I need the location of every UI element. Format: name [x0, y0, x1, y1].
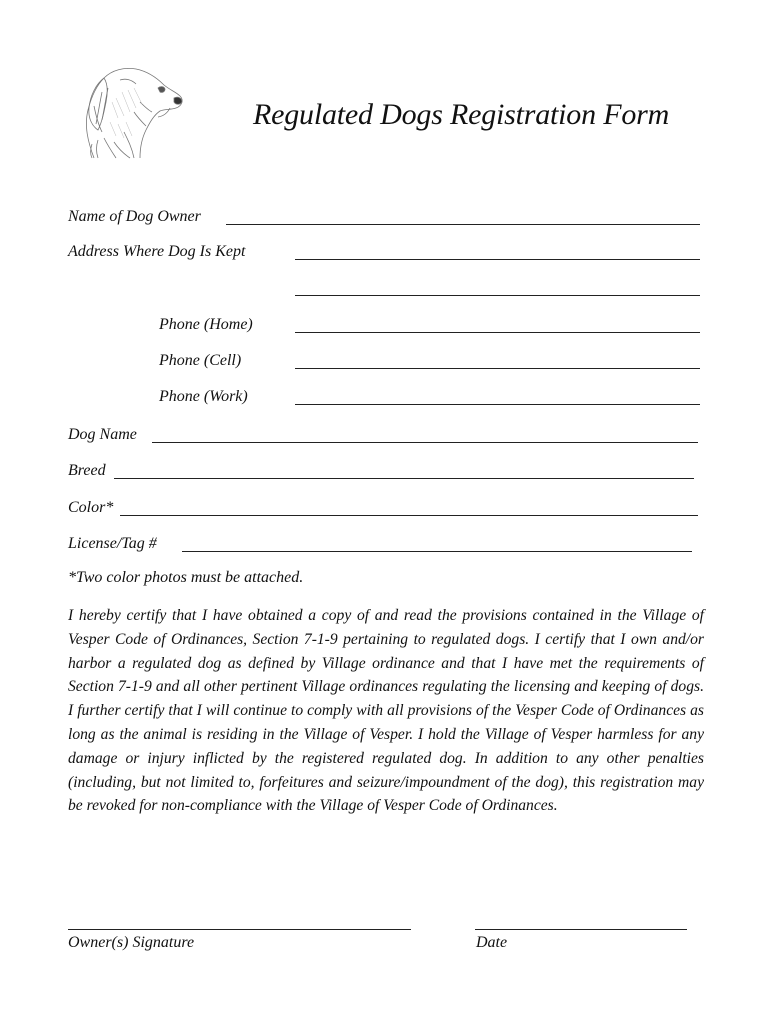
owner-name-label: Name of Dog Owner [68, 208, 201, 225]
breed-line[interactable] [114, 478, 694, 479]
form-title: Regulated Dogs Registration Form [253, 98, 670, 131]
phone-work-line[interactable] [295, 404, 700, 405]
date-line[interactable] [475, 929, 687, 930]
certification-paragraph: I hereby certify that I have obtained a copy of and read the provisions contained in the Village of Vesper Code of Ordinances, Section 7-1-9 pertaining to regulated dogs. I certify that I own and/or harbor a regulated dog as defined by Village ordinance and that I have met the requirements of Section 7-1-9 and all other pertinent Village ordinances regulating the licensing and keeping of dogs. I further certify that I will continue to comply with all provisions of the Vesper Code of Ordinances as long as the animal is residing in the Village of Vesper. I hold the Village of Vesper harmless for any damage or injury inflicted by the registered regulated dog. In addition to any other penalties (including, but not limited to, forfeitures and seizure/impoundment of the dog), this registration may be revoked for non-compliance with the Village of Vesper Code of Ordinances. [68, 607, 704, 815]
color-field[interactable] [68, 497, 700, 519]
address-field[interactable] [68, 241, 700, 263]
license-field[interactable] [68, 533, 700, 555]
signature-line[interactable] [68, 929, 411, 930]
address-line-1[interactable] [295, 259, 700, 260]
date-label: Date [476, 934, 508, 951]
color-label: Color* [68, 499, 114, 516]
dog-name-label: Dog Name [68, 426, 137, 443]
address-line-2[interactable] [295, 295, 700, 296]
breed-label: Breed [68, 462, 106, 479]
phone-home-label: Phone (Home) [159, 316, 253, 333]
phone-work-label: Phone (Work) [159, 388, 248, 405]
phone-cell-line[interactable] [295, 368, 700, 369]
license-label: License/Tag # [68, 535, 157, 552]
license-line[interactable] [182, 551, 692, 552]
signature-label: Owner(s) Signature [68, 934, 195, 951]
dog-illustration [74, 62, 186, 162]
dog-name-line[interactable] [152, 442, 698, 443]
dog-name-field[interactable] [68, 424, 700, 446]
breed-field[interactable] [68, 460, 700, 482]
phone-cell-label: Phone (Cell) [159, 352, 242, 369]
owner-name-field[interactable] [68, 206, 700, 228]
address-label: Address Where Dog Is Kept [68, 243, 246, 260]
owner-name-line[interactable] [226, 224, 700, 225]
photo-note: *Two color photos must be attached. [68, 569, 304, 586]
phone-home-line[interactable] [295, 332, 700, 333]
color-line[interactable] [120, 515, 698, 516]
